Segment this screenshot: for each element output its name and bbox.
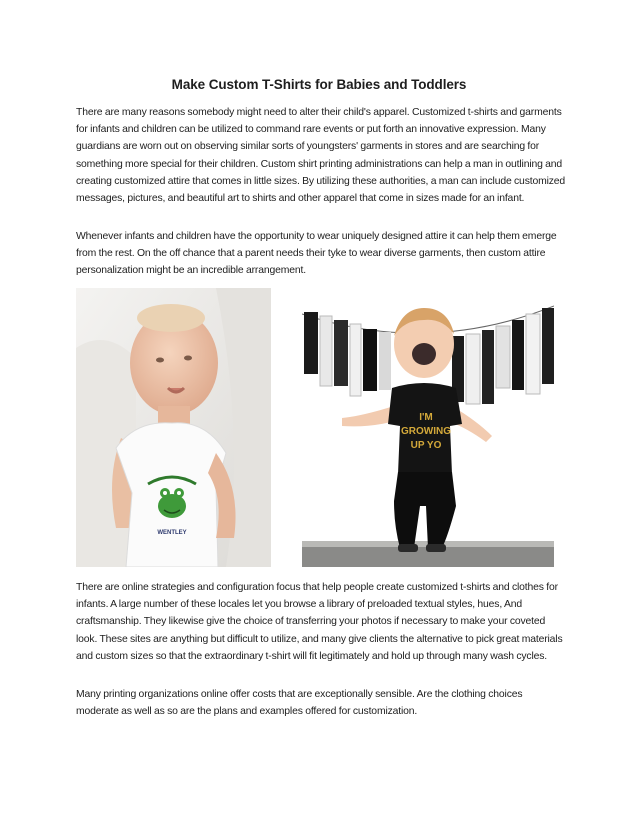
paragraph-1: There are many reasons somebody might need to alter their child's apparel. Customized t-shirts and garments for infants and children can be utilized to command rare events or put forth an innovative expression. Many guardians are worn out on observing similar sorts of youngsters' garments in stores and are searching for something more special for their children. Custom shirt printing administrations can help a man in outlining and creating customized attire that comes in little sizes. By utilizing these authorities, a man can include customized messages, pictures, and beautiful art to shirts and other apparel that come in sizes made for an infant. [76, 107, 566, 205]
shirt-text-line-1: I'M [419, 412, 433, 423]
page-title: Make Custom T-Shirts for Babies and Toddlers [171, 77, 467, 92]
toddler-shirt-photo [302, 296, 554, 567]
paragraph-2: Whenever infants and children have the opportunity to wear uniquely designed attire it can help them emerge from the rest. On the off chance that a parent needs their tyke to wear diverse garments, then custom attire personalization might be an incredible arrangement. [76, 231, 557, 277]
shirt-text-line-2: GROWING [401, 426, 451, 437]
paragraph-4: Many printing organizations online offer costs that are exceptionally sensible. Are the clothing choices moderate as well as so are the plans and examples offered for customization. [76, 689, 523, 718]
shirt-text-line-3: UP YO [410, 440, 442, 451]
baby-onesie-photo [76, 288, 271, 567]
onesie-print-text: WENTLEY [157, 530, 187, 536]
paragraph-3: There are online strategies and configuration focus that help people create customized t-shirts and clothes for infants. A large number of these locales let you browse a library of preloaded textual styles, hues, And craftsmanship. They likewise give the choice of transferring your photos if necessary to make your coveted look. These sites are anything but difficult to utilize, and many give clients the alternative to pick great materials and custom sizes so that the extraordinary t-shirt will fit legitimately and hold up through many wash cycles. [76, 582, 563, 662]
